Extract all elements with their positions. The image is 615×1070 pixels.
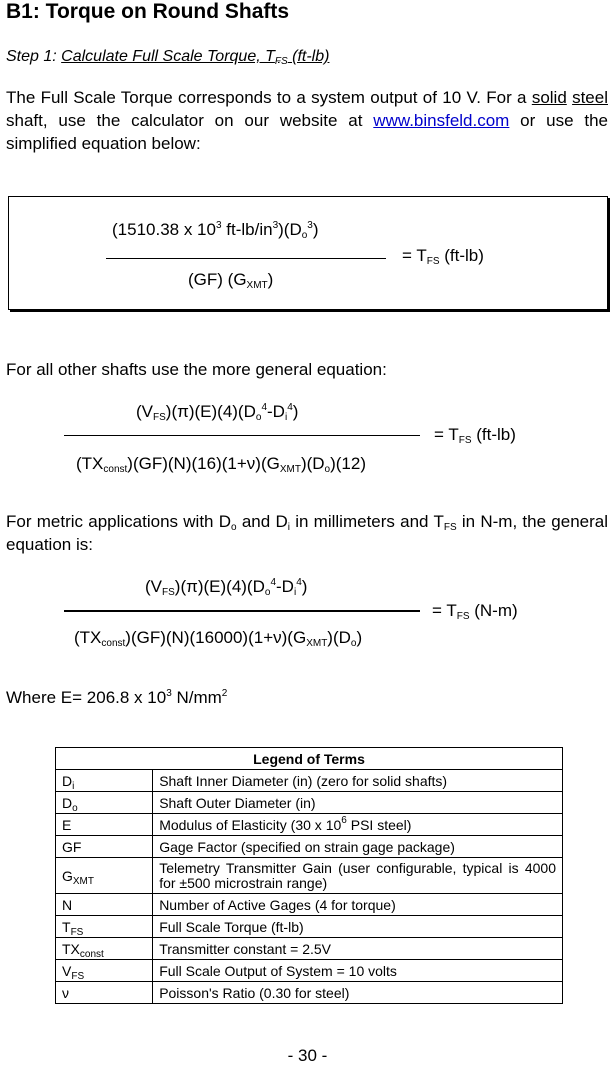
legend-title: Legend of Terms [56,748,563,770]
legend-row: N Number of Active Gages (4 for torque) [56,894,563,916]
legend-row: $TX_{const}$ Transmitter constant = 2.5V [56,938,563,960]
eq3-denominator: $(TX_{const})(GF)(N)(16000)(1+\nu)(G_{XMT})(D_o)$ [74,628,363,649]
metric-paragraph: For metric applications with $D_o$ and $D_i$ in millimeters and $T_{FS}$ in N-m, the general equation is: [6,512,608,554]
legend-row: $G_{XMT}$ Telemetry Transmitter Gain (user configurable, typical is 4000 for ±500 microstrain range) [56,858,563,894]
eq3-numerator: $(V_{FS})(\pi)(E)(4)(D_o^4-D_i^4)$ [145,577,308,598]
legend-row: $D_o$ Shaft Outer Diameter (in) [56,792,563,814]
legend-row: $T_{FS}$ Full Scale Torque (ft-lb) [56,916,563,938]
simplified-equation-box [8,196,608,310]
modulus-note: Where E= 206.8 x $10^3$ $N/mm^2$ [6,688,228,707]
legend-row: GF Gage Factor (specified on strain gage package) [56,836,563,858]
eq2-numerator: $(V_{FS})(\pi)(E)(4)(D_o^4-D_i^4)$ [136,402,299,423]
page-number: - 30 - [287,1046,328,1065]
eq2-fraction-bar [64,435,420,436]
eq3-fraction-bar [64,610,420,612]
legend-row: ν Poisson's Ratio (0.30 for steel) [56,982,563,1004]
step-heading: Step 1: Calculate Full Scale Torque, $T_{FS}$ (ft-lb) [6,48,330,67]
eq1-result: = $T_{FS}$ (ft-lb) [402,246,484,267]
website-link[interactable]: www.binsfeld.com [373,111,510,130]
eq3-result: = $T_{FS}$ (N-m) [432,601,518,622]
legend-row: E Modulus of Elasticity (30 x $10^6$ PSI steel) [56,814,563,836]
eq1-denominator: (GF) $(G_{XMT})$ [188,270,274,291]
general-equation-intro: For all other shafts use the more general equation: [6,360,387,379]
eq2-result: = $T_{FS}$ (ft-lb) [434,425,516,446]
legend-row: $V_{FS}$ Full Scale Output of System = 10 volts [56,960,563,982]
intro-paragraph: The Full Scale Torque corresponds to a system output of 10 V. For a solid steel shaft, use the calculator on our website at www.binsfeld.com or use the simplified equation below: [6,88,608,153]
eq2-denominator: $(TX_{const})(GF)(N)(16)(1+\nu)(G_{XMT})(D_o)(12)$ [76,454,367,475]
section-title: B1: Torque on Round Shafts [6,0,290,23]
eq1-numerator: (1510.38 x $10^3$ $ft-lb/in^3)(D_o^3)$ [112,220,319,241]
legend-table [55,747,563,1004]
legend-row: $D_i$ Shaft Inner Diameter (in) (zero for solid shafts) [56,770,563,792]
eq1-fraction-bar [106,258,386,259]
